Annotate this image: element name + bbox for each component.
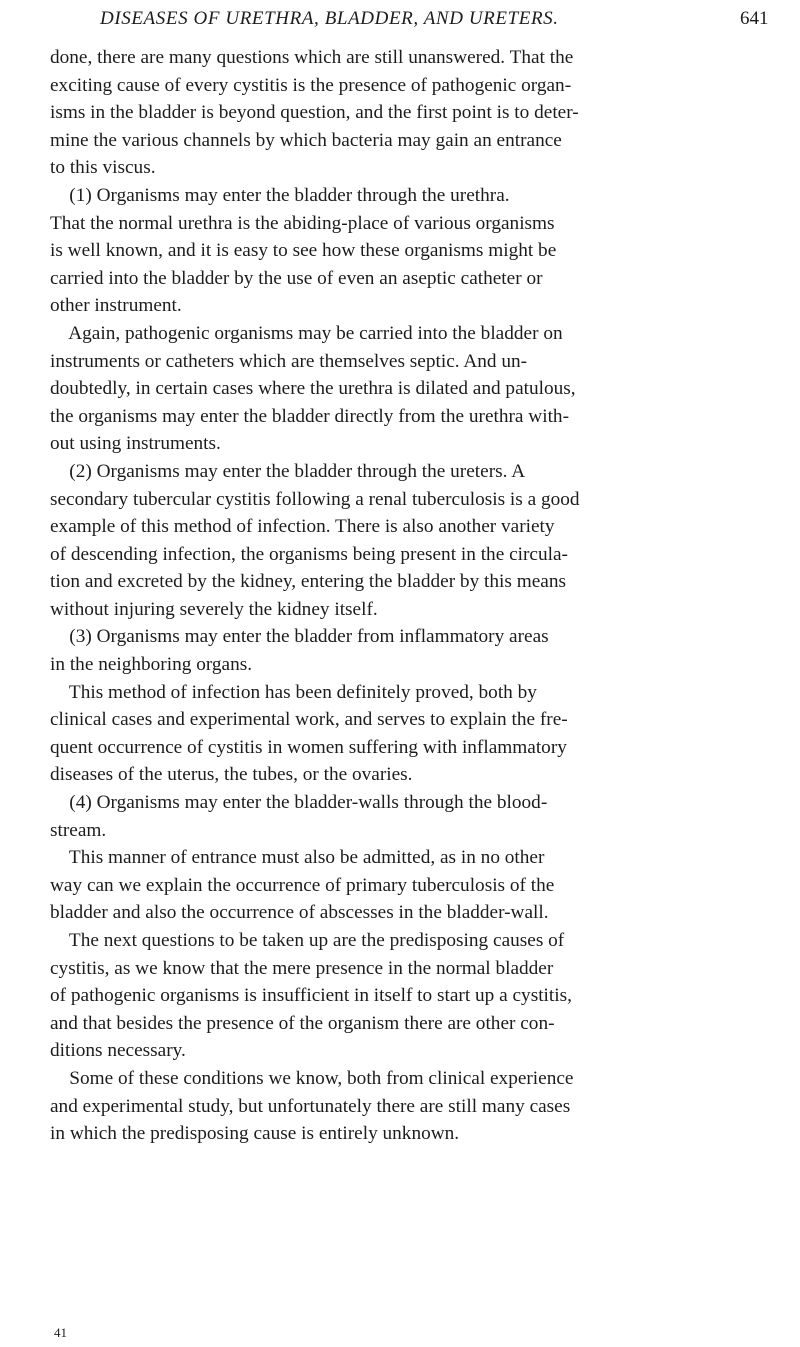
text-line: stream. [50,819,107,841]
text-line: done, there are many questions which are still unanswered. That the [50,47,574,68]
text-line: secondary tubercular cystitis following a renal tuberculosis is a good [50,488,580,510]
signature-mark: 41 [54,1325,67,1340]
text-line: mine the various channels by which bacteria may gain an entrance [50,129,562,151]
text-line: (2) Organisms may enter the bladder through the ureters. A [50,460,526,482]
text-line: out using instruments. [50,433,221,455]
text-line: way can we explain the occurrence of primary tuberculosis of the [50,874,555,896]
text-line: This method of infection has been definitely proved, both by [50,681,537,703]
text-line: in the neighboring organs. [50,654,253,676]
text-line: ditions necessary. [50,1040,186,1062]
text-line: bladder and also the occurrence of abscesses in the bladder-wall. [50,902,549,924]
text-line: is well known, and it is easy to see how these organisms might be [50,240,557,262]
text-line: without injuring severely the kidney itself. [50,598,378,620]
text-line: and experimental study, but unfortunately there are still many cases [50,1095,571,1117]
text-line: of pathogenic organisms is insufficient in itself to start up a cystitis, [50,985,572,1007]
text-line: tion and excreted by the kidney, entering the bladder by this means [50,571,566,593]
text-line: This manner of entrance must also be admitted, as in no other [50,847,545,869]
text-line: Again, pathogenic organisms may be carried into the bladder on [50,322,563,344]
text-line: cystitis, as we know that the mere presence in the normal bladder [50,957,554,979]
text-line: clinical cases and experimental work, and serves to explain the fre- [50,709,568,731]
text-line: Some of these conditions we know, both from clinical experience [50,1067,574,1089]
text-line: diseases of the uterus, the tubes, or the ovaries. [50,764,413,786]
page-number: 641 [740,8,769,29]
text-line: carried into the bladder by the use of even an aseptic catheter or [50,267,543,289]
text-line: doubtedly, in certain cases where the urethra is dilated and patulous, [50,378,576,400]
text-line: That the normal urethra is the abiding-place of various organisms [50,212,555,234]
text-line: instruments or catheters which are themselves septic. And un- [50,350,528,372]
text-line: in which the predisposing cause is entirely unknown. [50,1123,460,1145]
text-line: isms in the bladder is beyond question, and the first point is to deter- [50,102,579,124]
text-line: (3) Organisms may enter the bladder from inflammatory areas [50,626,549,648]
text-line: exciting cause of every cystitis is the presence of pathogenic organ- [50,74,572,96]
body-text [50,44,750,1148]
text-line: the organisms may enter the bladder directly from the urethra with- [50,405,569,427]
text-line: to this viscus. [50,157,156,179]
text-line: quent occurrence of cystitis in women suffering with inflammatory [50,736,567,758]
text-line: (4) Organisms may enter the bladder-walls through the blood- [50,792,548,814]
running-head [0,8,800,38]
text-line: (1) Organisms may enter the bladder through the urethra. [50,184,510,206]
running-title: DISEASES OF URETHRA, BLADDER, AND URETERS. [100,8,559,29]
text-line: other instrument. [50,295,182,317]
text-line: example of this method of infection. There is also another variety [50,516,555,538]
text-line: of descending infection, the organisms being present in the circula- [50,543,568,565]
text-line: and that besides the presence of the organism there are other con- [50,1012,555,1034]
text-line: The next questions to be taken up are the predisposing causes of [50,930,565,951]
